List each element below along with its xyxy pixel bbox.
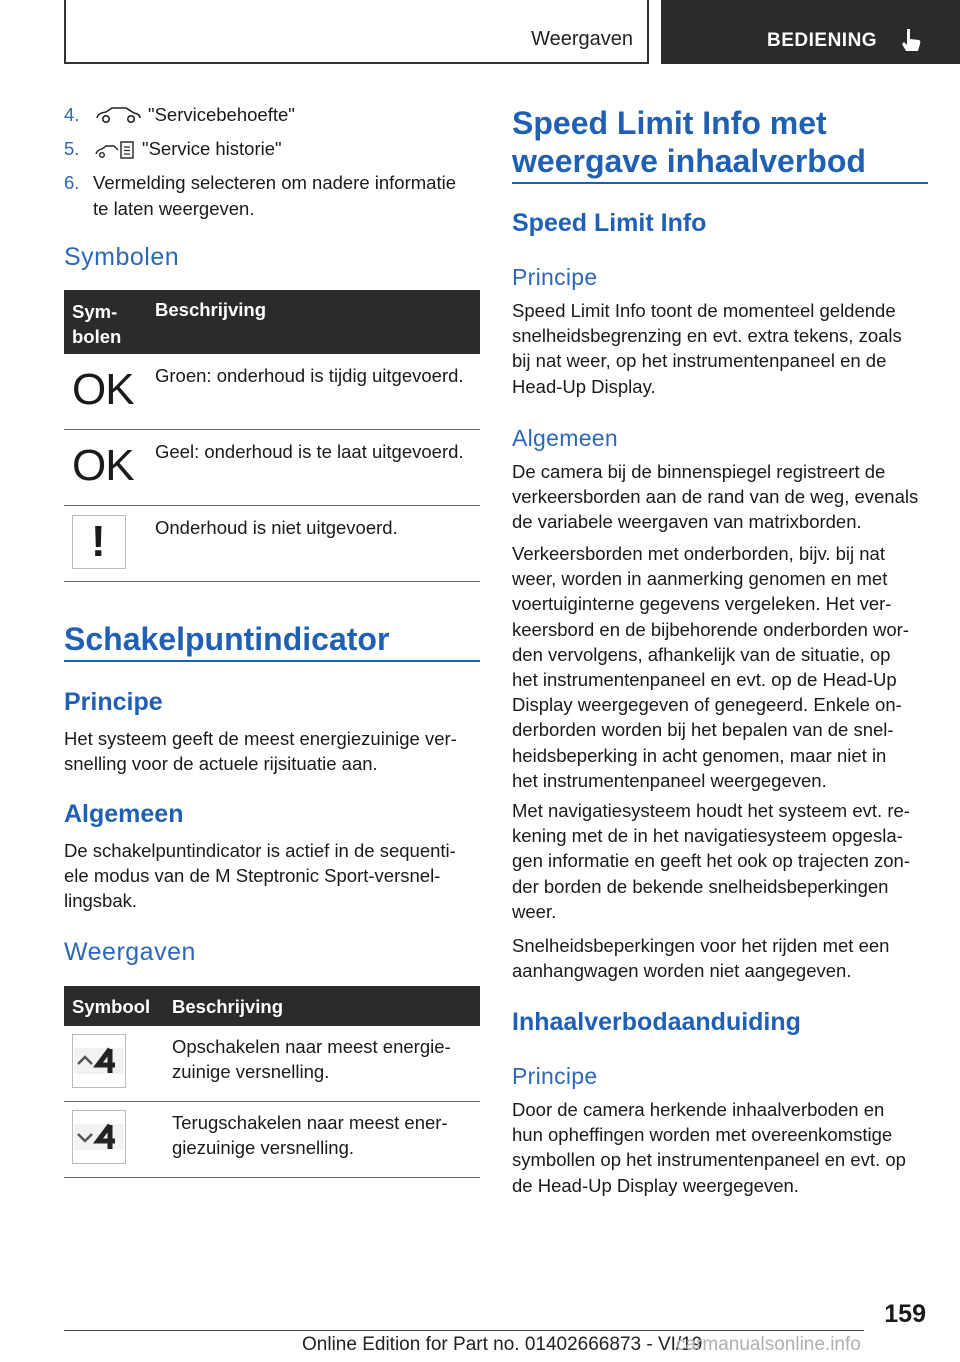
text-line: voertuiginterne gegevens vergeleken. Het ver- [512, 593, 892, 615]
footer-edition: Online Edition for Part no. 01402666873 - VI/19 [302, 1334, 703, 1355]
sli-heading: Speed Limit Info [512, 209, 707, 237]
ok-symbol: OK [72, 365, 134, 414]
sli-algemeen-text-2 [512, 541, 909, 793]
footer-rule [64, 1330, 864, 1331]
text-line: derborden worden bij het bepalen van de snel- [512, 719, 894, 741]
weergaven-table-header [64, 986, 480, 1026]
schakel-principe-heading: Principe [64, 688, 163, 716]
table-cell: Onderhoud is niet uitgevoerd. [155, 517, 398, 538]
text-line: kening met de in het navigatiesysteem opgesla- [512, 825, 903, 847]
text-line: het instrumentenpaneel weergegeven. [512, 769, 827, 791]
column-header: Sym- [72, 301, 118, 322]
text-line: Verkeersborden met onderborden, bijv. bij nat [512, 543, 885, 564]
text-line: heidsbeperking in acht genomen, maar niet in [512, 744, 887, 766]
inhaal-principe-text [512, 1097, 906, 1198]
text-line: aanhangwagen worden niet aangegeven. [512, 960, 852, 982]
title-line: Speed Limit Info met [512, 105, 827, 141]
watermark: carmanualsonline.info [676, 1334, 861, 1355]
header-section-tab [64, 0, 649, 64]
text-line: bij nat weer, op het instrumentenpaneel en de [512, 350, 887, 372]
table-cell: zuinige versnelling. [172, 1061, 330, 1082]
warning-exclamation-icon [72, 515, 126, 569]
symbolen-heading: Symbolen [64, 243, 180, 271]
upshift-4-icon [72, 1034, 126, 1088]
text-line: Head-Up Display. [512, 375, 656, 397]
schakel-algemeen-text [64, 838, 456, 914]
text-line: der borden de bekende snelheidsbeperkingen [512, 875, 889, 897]
column-header: Beschrijving [155, 299, 267, 320]
downshift-4-icon [72, 1110, 126, 1164]
section-rule [64, 660, 480, 662]
weergaven-heading: Weergaven [64, 938, 196, 966]
text-line: verkeersborden aan de rand van de weg, evenals [512, 486, 919, 508]
text-line: symbollen op het instrumentenpaneel en evt. op [512, 1149, 906, 1171]
schakel-title: Schakelpuntindicator [64, 621, 390, 657]
table-row [64, 430, 480, 506]
text-line: Snelheidsbeperkingen voor het rijden met een [512, 935, 890, 956]
header-section-label: Weergaven [531, 28, 633, 50]
list-text: "Servicebehoefte" [148, 104, 295, 125]
inhaal-heading: Inhaalverbodaanduiding [512, 1008, 801, 1036]
car-icon [94, 106, 142, 124]
table-cell: giezuinige versnelling. [172, 1137, 355, 1158]
sli-algemeen-heading: Algemeen [512, 425, 618, 451]
text-line: Speed Limit Info toont de momenteel geldende [512, 300, 896, 321]
column-header: Symbool [72, 996, 151, 1017]
table-row [64, 1102, 480, 1178]
pointing-hand-icon [897, 26, 923, 54]
text-line: Door de camera herkende inhaalverboden en [512, 1099, 885, 1120]
text-line: het instrumentenpaneel en evt. op de Head-Up [512, 669, 897, 691]
text-line: De camera bij de binnenspiegel registreert de [512, 461, 886, 482]
list-number: 5. [64, 138, 80, 159]
text-line: weer. [512, 900, 557, 922]
text-line: snelheidsbegrenzing en evt. extra tekens, zoals [512, 325, 902, 347]
page-number: 159 [884, 1300, 926, 1328]
symbolen-table-header [64, 290, 480, 354]
header-chapter-tab [661, 0, 960, 64]
list-text: te laten weergeven. [93, 198, 255, 219]
table-cell: Geel: onderhoud is te laat uitgevoerd. [155, 441, 464, 462]
text-line: de variabele weergaven van matrixborden. [512, 511, 862, 533]
list-number: 4. [64, 104, 80, 125]
text-line: Het systeem geeft de meest energiezuinige ver- [64, 728, 457, 749]
list-text: "Service historie" [142, 138, 282, 159]
text-line: Display weergegeven of genegeerd. Enkele on- [512, 694, 902, 716]
column-header: Beschrijving [172, 996, 284, 1017]
table-row [64, 1026, 480, 1102]
text-line: snelling voor de actuele rijsituatie aan. [64, 753, 378, 775]
table-cell: Terugschakelen naar meest ener- [172, 1112, 448, 1133]
text-line: De schakelpuntindicator is actief in de sequenti- [64, 840, 456, 861]
title-line: weergave inhaalverbod [512, 143, 866, 179]
schakel-principe-text [64, 726, 457, 776]
text-line: gen informatie en geeft het ook op trajecten zon- [512, 850, 911, 872]
text-line: Met navigatiesysteem houdt het systeem evt. re- [512, 800, 910, 821]
section-rule [512, 182, 928, 184]
ok-symbol: OK [72, 441, 134, 490]
header-chapter-label: BEDIENING [767, 30, 878, 51]
text-line: den vervolgens, afhankelijk van de situatie, op [512, 643, 891, 665]
table-cell: Groen: onderhoud is tijdig uitgevoerd. [155, 365, 464, 386]
table-row [64, 506, 480, 582]
schakel-algemeen-heading: Algemeen [64, 800, 184, 828]
sli-algemeen-text-3 [512, 798, 910, 924]
car-list-icon [94, 140, 138, 160]
list-number: 6. [64, 172, 80, 193]
text-line: weer, worden in aanmerking genomen en met [512, 568, 888, 590]
column-header: bolen [72, 326, 122, 347]
sli-principe-text [512, 298, 902, 399]
text-line: de Head-Up Display weergegeven. [512, 1174, 799, 1196]
sli-algemeen-text-4 [512, 933, 889, 983]
text-line: hun opheffingen worden met overeenkomstige [512, 1124, 893, 1146]
exclamation-glyph: ! [91, 517, 106, 566]
text-line: keersbord en de bijbehorende onderborden wor- [512, 618, 909, 640]
speed-title [512, 104, 866, 180]
sli-algemeen-text-1 [512, 459, 918, 535]
list-text: Vermelding selecteren om nadere informatie [93, 172, 456, 193]
text-line: lingsbak. [64, 890, 138, 912]
table-cell: Opschakelen naar meest energie- [172, 1036, 451, 1057]
text-line: ele modus van de M Steptronic Sport-versnel- [64, 865, 441, 887]
inhaal-principe-heading: Principe [512, 1063, 598, 1089]
sli-principe-heading: Principe [512, 264, 598, 290]
table-row [64, 354, 480, 430]
